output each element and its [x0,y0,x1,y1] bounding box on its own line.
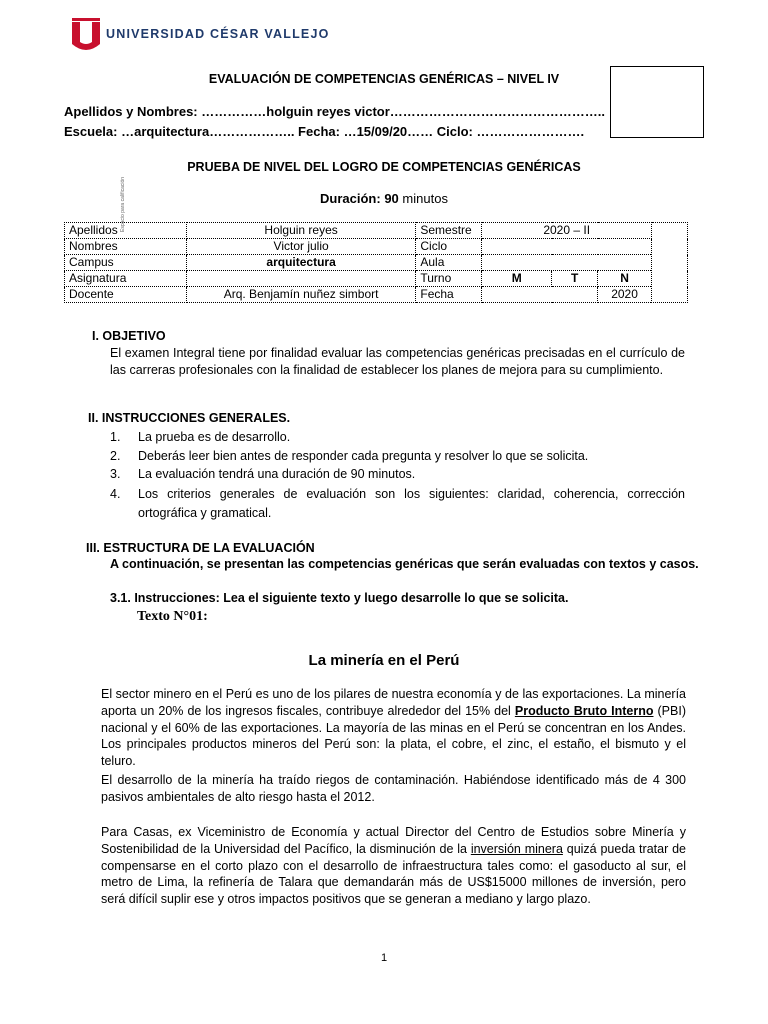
fecha-label: Fecha [416,287,482,303]
duration-label: Duración: [320,191,381,206]
fecha-blank [482,287,598,303]
list-item-number: 3. [110,467,121,481]
university-name: UNIVERSIDAD CÉSAR VALLEJO [106,27,330,41]
section-estructura-intro: A continuación, se presentan las competencias genéricas que serán evaluadas con textos y casos. [110,557,699,571]
nombres-label: Nombres [65,239,187,255]
turno-t: T [552,271,598,287]
section-estructura-heading: III. ESTRUCTURA DE LA EVALUACIÓN [86,541,315,555]
test-subtitle: PRUEBA DE NIVEL DEL LOGRO DE COMPETENCIAS GENÉRICAS [187,160,581,174]
article-paragraph-2: El desarrollo de la minería ha traído riegos de contaminación. Habiéndose identificado más de 4 300 pasivos ambientales de alto riesgo hasta el 2012. [101,773,686,804]
section-instrucciones-heading: II. INSTRUCCIONES GENERALES. [88,411,291,425]
article-title: La minería en el Perú [308,652,460,669]
inversion-minera-link[interactable]: inversión minera [470,841,563,856]
article-text: El sector minero en el Perú es uno de los pilares de nuestra economía y de las exportaciones. La minería aporta un 20% de los ingresos fiscales, contribuye alrededor del 15% del [101,687,686,718]
ciclo-label: Ciclo [416,239,482,255]
duration-value: 90 [384,191,399,206]
semestre-value: 2020 – II [482,223,652,239]
texto-label: Texto N°01: [137,609,208,624]
fecha-value: 2020 [598,287,652,303]
list-item-number: 2. [110,449,121,463]
list-item [110,429,685,447]
table-row [65,271,688,287]
page-number: 1 [380,952,388,964]
names-line: Apellidos y Nombres: ……………holguin reyes victor………………………………………….. [64,104,606,119]
grade-vertical-note: Espacio para calificación [120,176,126,232]
article-text: (PBI) nacional y el 60% de las exportaciones. La mayoría de las minas en el Perú se concentran en los Andes. Los principales productos mineros del Perú son: la plata, el cobre, el zinc, el estaño, el bismuto y el teluro. [101,703,686,769]
docente-value: Arq. Benjamín nuñez simbort [186,287,416,303]
list-item [110,485,685,525]
subsection-instrucciones: 3.1. Instrucciones: Lea el siguiente texto y luego desarrolle lo que se solicita. [110,591,569,605]
campus-value: arquitectura [186,255,416,271]
grade-cell [652,223,688,303]
asignatura-label: Asignatura [65,271,187,287]
ucv-emblem-icon [70,16,102,54]
article-text: quizá pueda tratar de compensarse en el corto plazo con el desarrollo de infraestructura tales como: el gasoducto al sur, el metro de Lima, la refinería de Talara que demandarán más de US$15000 millones de inversión, pero será difícil suplir ese y otros impactos positivos que se generan a mediano y largo plazo. [101,841,686,907]
duration [0,191,768,206]
list-item [110,466,685,484]
table-row [65,223,688,239]
turno-label: Turno [416,271,482,287]
pbi-link[interactable]: Producto Bruto Interno [514,703,654,718]
student-info-table [64,222,688,303]
article-paragraph-1 [101,686,686,770]
turno-n: N [598,271,652,287]
table-row [65,287,688,303]
section-objetivo-heading: I. OBJETIVO [92,329,166,343]
apellidos-label: Apellidos [65,223,187,239]
apellidos-value: Holguin reyes [186,223,416,239]
list-item-text: Los criterios generales de evaluación son los siguientes: claridad, coherencia, corrección ortográfica y gramatical. [138,487,685,520]
table-row [65,239,688,255]
aula-label: Aula [416,255,482,271]
list-item-number: 4. [110,487,121,501]
list-item [110,448,685,466]
section-objetivo-text: El examen Integral tiene por finalidad evaluar las competencias genéricas precisadas en el currículo de las carreras profesionales con la finalidad de establecer los planes de mejora para su cumplimiento. [110,346,685,377]
list-item-text: Deberás leer bien antes de responder cada pregunta y resolver lo que se solicita. [138,449,589,463]
ciclo-value [482,239,652,255]
table-row [65,255,688,271]
docente-label: Docente [65,287,187,303]
exam-title: EVALUACIÓN DE COMPETENCIAS GENÉRICAS – NIVEL IV [208,72,560,86]
semestre-label: Semestre [416,223,482,239]
list-item-text: La evaluación tendrá una duración de 90 minutos. [138,467,416,481]
turno-m: M [482,271,552,287]
list-item-text: La prueba es de desarrollo. [138,430,291,444]
article-paragraph-3 [101,824,686,908]
nombres-value: Victor julio [186,239,416,255]
article-text: Para Casas, ex Viceministro de Economía y actual Director del Centro de Estudios sobre Minería y Sostenibilidad de la Universidad del Pacífico, la disminución de la [101,825,686,856]
university-logo [70,14,330,56]
asignatura-value [186,271,416,287]
campus-label: Campus [65,255,187,271]
list-item-number: 1. [110,430,121,444]
duration-unit: minutos [402,191,448,206]
aula-value [482,255,652,271]
school-line: Escuela: …arquitectura……………….. Fecha: …15/09/20…… Ciclo: ……………………. [64,124,585,139]
